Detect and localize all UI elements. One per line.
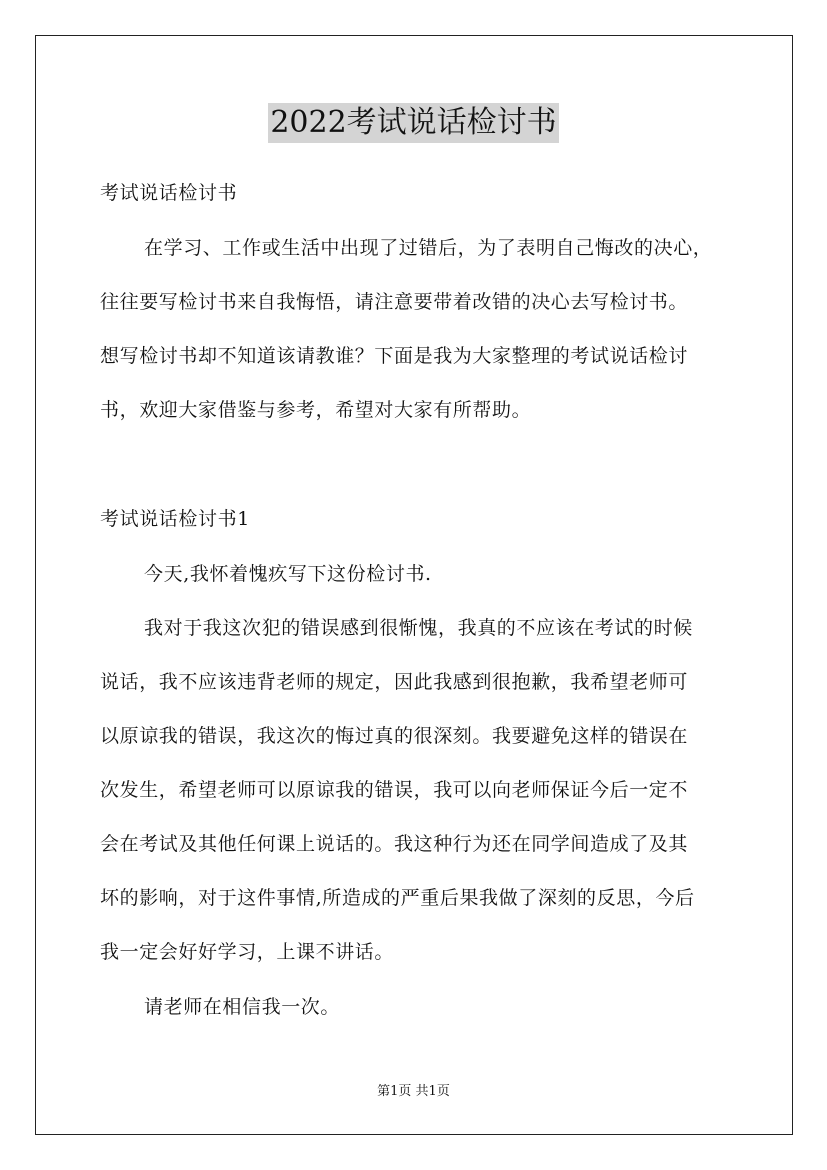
body-paragraph-line: 会在考试及其他任何课上说话的。我这种行为还在同学间造成了及其 [100,833,689,855]
body-paragraph-line: 以原谅我的错误，我这次的悔过真的很深刻。我要避免这样的错误在 [100,725,689,747]
body-paragraph-line: 我一定会好好学习，上课不讲话。 [100,941,395,963]
intro-paragraph-line: 想写检讨书却不知道该请教谁？下面是我为大家整理的考试说话检讨 [100,345,689,367]
intro-heading: 考试说话检讨书 [100,182,238,204]
closing-line: 请老师在相信我一次。 [144,996,341,1018]
body-paragraph-line: 今天,我怀着愧疚写下这份检讨书. [144,563,432,585]
body-paragraph-line: 说话，我不应该违背老师的规定，因此我感到很抱歉，我希望老师可 [100,671,689,693]
intro-paragraph-line: 往往要写检讨书来自我悔悟，请注意要带着改错的决心去写检讨书。 [100,291,689,313]
intro-paragraph-line: 在学习、工作或生活中出现了过错后，为了表明自己悔改的决心， [144,237,713,259]
intro-paragraph-line: 书，欢迎大家借鉴与参考，希望对大家有所帮助。 [100,399,532,421]
body-paragraph-line: 坏的影响，对于这件事情,所造成的严重后果我做了深刻的反思，今后 [100,887,695,909]
section-heading: 考试说话检讨书1 [100,508,250,530]
body-paragraph-line: 次发生，希望老师可以原谅我的错误，我可以向老师保证今后一定不 [100,779,689,801]
page-footer: 第1页 共1页 [377,1084,450,1099]
body-paragraph-line: 我对于我这次犯的错误感到很惭愧，我真的不应该在考试的时候 [144,617,693,639]
document-title: 2022考试说话检讨书 [268,103,558,143]
title-container [0,103,827,143]
